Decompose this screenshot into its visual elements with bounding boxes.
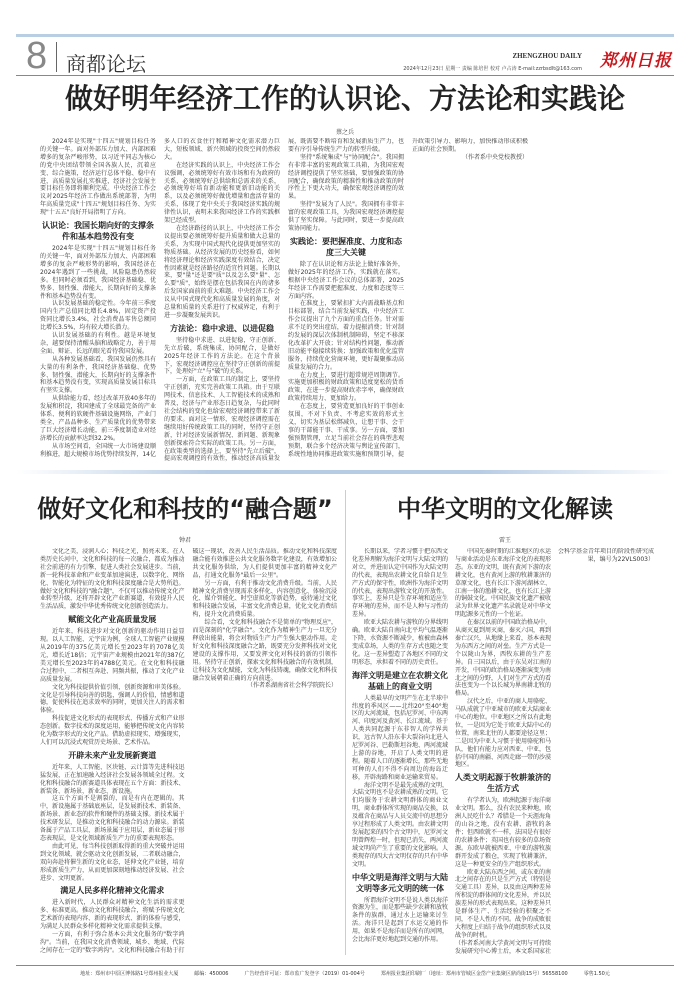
subheading: 人类文明起源于牧耕兼济的生活方式: [455, 773, 551, 794]
subheading: 赋能文化产业高质量发展: [68, 615, 157, 625]
paragraph: 欧亚大陆东西之间，或东亚的南北之间存在的只是生产方式（特别是交通工具）差异，以及由这两种差异所积淀的群体间的文化差异，并以民族差异的形式表现出来。这种差异只是群体生产、生活经验的积聚之不同，不是人性的不同。战争的成败很大程度上归结于战争的组织形式以及战争的时机。: [455, 868, 552, 939]
paragraph: 所谓海洋文明不是说人类以海洋资源为生，而是那些缺少农耕和放牧条件的族群，通过水上运输来讨生活。海洋只是起到了水运交通的作用，如果不是海洋而是所有的河网，会比海洋更好地起到交通的作用。: [352, 896, 449, 944]
footer-postcode: 邮编：450006: [194, 971, 229, 977]
subheading: 满足人民多样化精神文化需求: [60, 886, 165, 896]
left-article-author: 钟君: [178, 537, 191, 544]
right-article-author: 雷王: [498, 537, 511, 544]
top-article-title: 做好明年经济工作的认识论、方法论和实践论: [64, 82, 625, 115]
paragraph: 海洋文明不是最先成熟的文明，大陆文明也不是农耕成熟的文明。它们均服务于农耕文明群体的商业文明，商业群体所实现的商品交换，以及蕴含在商品与人员交流中的思想分享过程形成了人类文明。由农耕文明发展起来的四个古文明中，尼罗河文明曾辉煌一时，但现已消失，两河流域文明尚产生了重要的文化影响。人类现存的四大古文明仅存的只有中华文明。: [352, 781, 449, 868]
subheading: 实践论：要把握准度、力度和态度三大关键: [290, 236, 402, 257]
paragraph: 认识发展基础的有利性。越是环境复杂，越要保持清醒头脑和战略定力，善于用全面、辩证、长远的眼光看待我国发展。: [40, 332, 156, 355]
paragraph: 从供给能力看，经过改革开放40多年的发展和积淀，我国建成了全球最完备的产业体系、便利的软硬件基础设施网络，产业门类全、产品品种多、生产质量优的优势带来了巨大经济增长动能，前三季度制造业对经济增长的贡献率达到32.2%。: [40, 395, 156, 442]
footer-printer: 郑州报业集团印刷厂（地址：郑州市管城区金岱产业集聚区鼎尚街15号）56558100: [380, 971, 568, 977]
page-footer: [16, 965, 674, 977]
author-note: （作者系湖南省社会科学院院长）: [246, 682, 337, 690]
right-article-body: [352, 548, 654, 958]
paragraph: 近年来，人工智能、区块链、云计算等先进科技迅猛发展，正在加速融入经济社会发展各领域全过程。文化和科技融合的新赛道具体表现在五个方面：新技术、新装备、新场景、新业态、新设施。: [40, 763, 185, 795]
column-divider: [345, 490, 346, 955]
paragraph: 近年来，科技进步对文化创新的驱动作用日益显现。以人工智能、元宇宙为例，全球人工智能产业规模从2019年的375亿美元增长至2023年的7078亿美元，增长近18倍；元宇宙产业规模由2021年的387亿美元增长至2023年的4788亿美元。在文化和科技融合过程中，二者相互奔赴、同频共振，推动了文化产业高质量发展。: [40, 628, 185, 683]
left-article-body: [40, 548, 337, 958]
left-article-title: 做好文化和科技的“融合题”: [37, 495, 333, 523]
paragraph: 一方面，在政策工具的制定上，要坚持守正创新，充实完善政策工具箱。由于互联网技术、信息技术、人工智能技术的成熟和普及，经济与产业形态日趋复杂，与此同时社会结构的变化也给宏观经济调控带来了新的要求。面对这一情形，宏观经济调控需在继续用好传统政策工具的同时，坚持守正创新，针对经济发展新情况、新问题、新现象创新探索符合实际的政策工具。另一方面，在政策类型的选择上，要坚持"先立后破"，提高宏观调控的有效性，推动经济高质量发展，既需要不断培育和发展新质生产力，也要有序引导传统生产力的转型升级。: [164, 138, 404, 463]
footer-address: 地址：郑州市中原区博体路1号郑州报业大厦: [80, 971, 179, 977]
paragraph: 在经济路径的认识上，中央经济工作会议提出要必须统筹好提升质量和做大总量的关系，为实现中国式现代化提供更加坚实的物质基础。从经济发展的历史经验看，如何将经济理论和经济实践深度有效结合，决定性因素就是经济路径的适宜性问题。长期以来，要"量"还是要"质"以及怎么要"量"、怎么要"质"，始终是摆在包括我国在内的诸多后发国家面前的重大难题。中央经济工作会议从中国式现代化和高质量发展的角度，对总量和质量的关系进行了权威界定，有利于进一步凝聚发展共识。: [164, 224, 280, 319]
paragraph: 人类最早的文明产生在北半球中纬度的季风区——北纬20°至40°地区的大河流域，包括尼罗河、中东两河、印度河及黄河、长江流域。基于人类共同起源于东非智人的学界共识，远古智人沿东非大裂谷向北进入尼罗河谷、巴勒斯坦谷地、两河流域上游的谷地，开启了人类文明的进程。随着人口的逐渐增长，那些无地可种的人们不得不向周边的海岛迁移，开辟海路和商业运输来贸易。: [352, 694, 449, 781]
paragraph: 从各种发展基础看，我国发展仍然具有大量的有利条件，我国经济基础稳、优势多、韧性强、潜能大，长期向好的支撑条件和基本趋势没有变，实现高质量发展目标具有坚实支撑。: [40, 355, 156, 395]
paragraph: 汉代之后，中亚的商人用骆驼、马队成就了中亚城市的欧亚大陆商业中心的地位。中亚地区之所以有此地位，一是因为它处于欧亚大陆中心的位置，南来北往的人都要途径这里；二是因为中亚人习惯于使用骆驼和马队，他们有能力应对西亚、中亚，包括中国的南疆、河西走廊一带的沙漠地区。: [455, 698, 552, 769]
paragraph: 在力度上，要进行超常规逆周期调节。实施更加积极的财政政策和适度宽松的货币政策，在进一步提高财政赤字率，确保财政政策持续用力、更加给力。: [288, 371, 404, 403]
footer-price: 零售1.50元: [583, 971, 610, 977]
author-note: （作者系中央党校教授）: [461, 153, 528, 161]
paragraph: 中国先秦时期的江淮地区的水运与商业活动是东亚海洋文化的表现形态。东亚的文明，既有黄河下游的农耕文化，也有黄河上游的牧耕兼济的草原文化，也有长江下游河湖林立、江南一体的渔耕文化，也有长江上游的铜鼓文化。中国民族文化遗产被收录为世界文化遗产名录就是对中华文明起源多元性的一个佐证。: [455, 548, 552, 619]
footer-license: 广告经营许可证：郑市监广发登字（2019）01-004号: [244, 971, 365, 977]
header-divider: [56, 42, 57, 72]
paragraph: 从市场空间看，全国统一大市场建设顺利推进，超大规模市场优势持续发挥，14亿多人口的衣食住行和精神文化需求潜力巨大，短板领域、新兴领域的投资空间仍然较大。: [40, 138, 280, 458]
paragraph: 在准度上，要紧扣扩大内需战略基点和目标部署，结合当前发展实践，中央经济工作会议提出了九个方面的重点任务。针对需求不足的突出症结，着力提振消费；针对制约发展的深层次体制机制障碍，坚定不移深化改革扩大开放；针对结构性问题，推动新旧动能平稳接续转换；加强政策和优化监管服务，持续优化营商环境，更好凝聚推动高质量发展的合力。: [288, 300, 404, 371]
paragraph: 除了在认识论和方法论上做好准备外，做好2025年的经济工作，实践就在落实。根据中央经济工作会议的总体部署，2025年经济工作需要把握准度、力度和态度等三方面内容。: [288, 260, 404, 300]
subheading: 中华文明是海洋文明与大陆文明等多元文明的统一体: [352, 872, 448, 893]
paragraph: 2024年是实现"十四五"规划目标任务的关键一年，面对外部压力加大、内部困难增多的复杂严峻形势的影响，我国经济在2024年遇到了一些挑战，风险隐患仍然较多。但同时必须看到，我国经济基础稳、优势多、韧性强、潜能大，长期向好的支撑条件和基本趋势没有变。: [40, 245, 156, 300]
paragraph: 科技促进文化形式的表现形式、传播方式和产业形态创新。数字技术的深度运用，能够把传统文化内容转化为数字形式的文化产品。借助虚拟现实、增强现实，人们可以沉浸式观赏历史场景、艺术作品。: [40, 715, 185, 746]
top-article-body: [40, 138, 652, 466]
paragraph: 认识发展基础的稳定性。今年前三季度国内生产总值同比增长4.8%，固定资产投资同比增长3.4%，社会消费品零售总额同比增长3.5%，均有较大增长潜力。: [40, 300, 156, 332]
paragraph: 文化为科技提供价值引领，创新资源和审美体验。文化是引导科技向善的钥匙，强调人的价值，情感和道德，促使科技在追求效率的同时，更加关注人的需求和体验。: [40, 683, 185, 715]
paragraph: 另一方面，有利于推动文化消费升级。当前，人民精神文化消费呈现需求多样化、内容创意化、体验沉浸化、媒介智能化、时空虚拟化等新趋势，亟待通过文化和科技融合发展，丰富文化消费总量，优化文化消费结构，提升文化消费质量。: [192, 579, 337, 619]
top-article-author: 蔡之兵: [335, 129, 354, 136]
paragraph: 有学者认为，欧洲起源于海洋商业文明。那么，没有农民来种地，欧洲人民吃什么？希腊是一个天涯海角的山谷之地，没有农耕、游牧的条件；但西欧就不一样，法国是有很好的农耕条件；英国也有较多的草场资源。东欧早就被西亚、中亚的游牧族群开发成了粮仓，实现了牧耕兼济，这是一种更安全的生产组织形式。: [455, 797, 552, 868]
paragraph: 长期以来，学者习惯于把东西文化差异理解为海洋文明与大陆文明的对立，并进而认定中国作为大陆文明的代表，表现出农耕文化自给自足生产方式的保守性，欧洲作为海洋文明的代表，表现出游牧文化的开放性。事实上，差异只是生存环境和适应生存环境的差异，而不是人种与习性的差异。: [352, 548, 449, 619]
paragraph: 坚持稳中求进、以进促稳，守正创新、先立后破，系统集成、协同配合，是做好2025年经济工作的方法论。在这个背景下，宏观经济调控应在坚持守正创新的前提下，处理好"立"与"破"的关系。: [164, 336, 280, 376]
paragraph: 2024年是实现"十四五"规划目标任务的关键一年。面对外部压力加大、内部困难增多的复杂严峻形势，以习近平同志为核心的党中央团结带领全国各族人民，沉着应变、综合施策，经济运行总体平稳、稳中有进，高质量发展扎实推进，经济社会发展主要目标任务即将顺利完成。中央经济工作会议对2025年经济工作做出系统部署，为明年高质量完成"十四五"规划目标任务、为实现"十五五"良好开局指明了方向。: [40, 138, 156, 217]
section-separator: [16, 470, 674, 474]
paragraph: 这五个方面不是割裂的，而是有内在逻辑的。其中，新设施属于基础底座层，是发展新技术、新装备、新场景、新业态的软件和硬件的基础支撑。新技术属于技术研发层，是推动文化和科技融合的动力源泉。新装备属于产品工具层，新场景属于应用层，新业态属于形态表现层，是文化领域新质生产力的重要表现形态。: [40, 795, 185, 842]
top-rule: [16, 34, 674, 37]
paragraph: 在经济实践的认识上，中央经济工作会议强调，必须统筹好有效市场和有为政府的关系，必须统筹好总供给和总需求的关系，必须统筹好培育新动能和更新旧动能的关系，以及必须统筹好做优增量和盘活存量的关系，体现了党中央关于我国经济实践的规律性认识，表明未来我国经济工作的实践框架已经成型。: [164, 161, 280, 225]
subheading: 认识论：我国长期向好的支撑条件和基本趋势没有变: [42, 221, 154, 242]
paper-name-en: ZHENGZHOU DAILY: [512, 52, 582, 60]
paragraph: 综合看，文化和科技融合不是简单的"物理反应"，而是深刻的"化学融合"。文化作为精神生产力一旦充分释放出能量，将会对物质生产力产生强大驱动作用。走好文化和科技深度融合之路，既要充分发挥科技对文化建设的支撑作用，又要发挥文化对科技的新的引领作用。坚持守正创新，探索文化和科技融合的有效机制，让科技为文化赋能，文化为科技铸魂，确保文化和科技融合发展朝着正确的方向前进。: [192, 619, 337, 682]
subheading: 海洋文明是建立在农耕文化基础上的商业文明: [352, 670, 448, 691]
paragraph: 文化之美，浸润人心；科技之光，照亮未来。在人类历史长河中，文化和科技的每一次融合，都成为推动社会前进的有力引擎，促进人类社会发展进步。当前，新一轮科技革命和产业变革加速演进，以数字化、网络化、智能化为特征的文化和科技深度融合是大势所趋。做好文化和科技的"融合题"，不仅可以推动传统文化产业转型升级，还将开辟文化产业新赛道，有效提升人民生活品质，激发中华优秀传统文化创新创造活力。: [40, 548, 185, 611]
subheading: 开辟未来产业发展新赛道: [68, 750, 157, 760]
paragraph: 坚持"系统集成"与"协同配合"。我国拥有非常丰富的宏观政策工具箱，为我国宏观经济调控提供了坚实基础，要加强政策的协同配合，确保政策的精准性和推动政策的时序性上下更大功夫，确保宏观经济调控的效果。: [288, 153, 404, 201]
paragraph: 在态度上，要营造更加良好的干事创业氛围，不对下负责、不考虑实效的形式主义，切实为基层松绑减负，让想干事、会干事的干部能干事、干成事。另一方面，要加强预期管理，立足当前社会存在的典型悲观预期，联合多个经济决策与舆论宣传部门，系统性地协同推进政策实施和预期引导，提升政策引导力、影响力，加快推动形成积极正面的社会预期。: [288, 138, 528, 458]
paragraph: 坚持"发展为了人民"。我国拥有非常丰富的宏观政策工具，为我国宏观经济调控提供了坚实保障。与此同时，要进一步提高政策协同能力。: [288, 201, 404, 232]
paragraph: 欧亚大陆农耕与游牧的分界线明确。欧亚大陆自南向北平均气温逐渐下降，水资源不断减少，植被由森林变成草场，人类的生存方式也随之变化。这一差异塑造了各地区不同的文明形态，承担着不同的历史责任。: [352, 619, 449, 666]
issue-meta: 2024年12月23日 星期一 责编 陈培世 校对 卢占涛 E-mail:zzrbsdlt@163.com: [403, 66, 582, 72]
subheading: 方法论：稳中求进、以进促稳: [170, 323, 274, 333]
right-article-title: 中华文明的文化解读: [397, 495, 613, 523]
paragraph: 一方面，有利于弥合基本公共文化服务的"数字鸿沟"。当前，在我国文化消费领域，城乡、地域、代际之间存在一定的"数字鸿沟"。文化和科技融合有助于打破这一现状，改善人民生活品质。推动文化和科技深度融合能有效推进公共文化服务数字化建设，有效增加公共文化服务供给，为人们提供更加丰富的精神文化产品，打通文化服务"最后一公里"。: [40, 548, 337, 954]
section-name: 商都论坛: [66, 52, 146, 76]
author-note: （作者系河南大学黄河文明与可持续发展研究中心博士后，本文系国家社会科学基金青年项目的阶段性研究成果，编号为22VLS003）: [455, 548, 654, 955]
paragraph: 进入新时代，人民群众对精神文化生活的需求更多、标准更高。推动文化和科技融合，将赋予传统文化艺术新的表现内容、新的表现形式、新的体验与感受，为满足人民群众多样化精神文化需求提供支撑。: [40, 899, 185, 931]
page-header: [16, 35, 674, 77]
paragraph: 由此可见，每当科技创新取得新的重大突破并运用到文化领域，就会驱动文化创新发展，二者联动融合，双向奔赴将催生新的文化业态，延伸文化产业链，培育形成新质生产力，从而更加深刻地推动经济发展、社会进步、文明更新。: [40, 842, 185, 882]
newspaper-logo: 郑州日报: [600, 51, 672, 71]
paragraph: 在秦汉以前的中国政治格局中，从商灭夏到周灭商，秦灭六国，再到秦亡汉兴，从地缘上来看，基本表现为东西方之间的对垒。生产方式是一个以陇山为界，西牧东耕的生产差异。自三国以后，由于东吴对江南的开发，中国的政治格局逐渐演变为南北之间的分野，人们对生产方式的看法也变为一个以长城为界南耕北牧的格局。: [455, 619, 552, 698]
page-number: 8: [26, 35, 48, 77]
